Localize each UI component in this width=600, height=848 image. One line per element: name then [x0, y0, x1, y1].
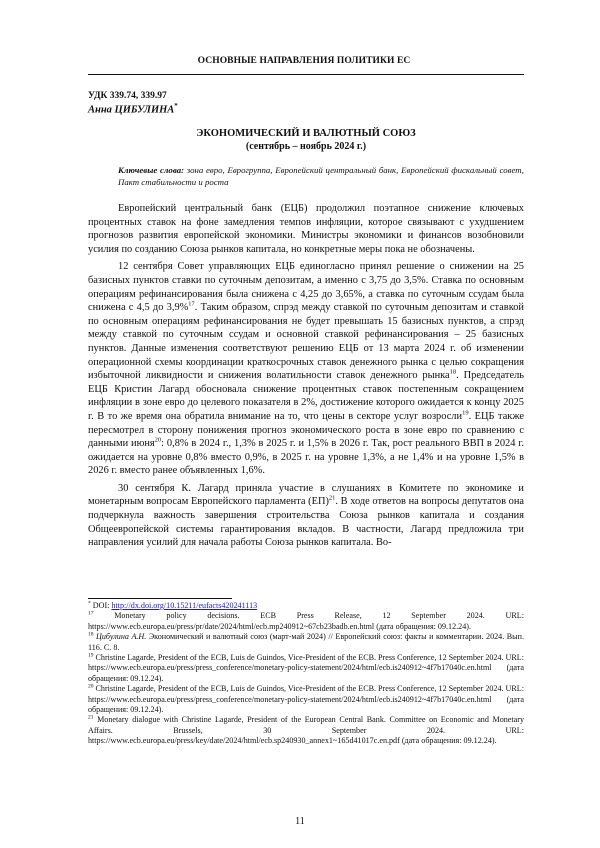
footnote-text: Christine Lagarde, President of the ECB, Luis de Guindos, Vice-President of the ECB. Press Conference, 12 September 2024. URL: https://www.ecb.europa.eu/press/press_conference/monetary-policy-statement/2024/html/ecb.is240912~4f7b17040c.en.html (дата обращения: 09.12.24).: [88, 684, 524, 715]
footnote-item: [88, 632, 524, 653]
keywords: [118, 164, 524, 188]
paragraph: [88, 202, 524, 256]
footnote-text: Monetary dialogue with Christine Lagarde, President of the European Central Bank. Committee on Economic and Monetary Affairs. Brussels, 30 September 2024. URL: https://www.ecb.europa.eu/press/key/date/2024/html/ecb.sp240930_annex1~165d41017c.en.pdf (дата обращения: 09.12.24).: [88, 715, 524, 746]
footnote-ref[interactable]: 19: [462, 409, 469, 417]
footnote-number: 17: [88, 610, 94, 617]
footnote-number: 19: [88, 652, 94, 659]
footnote-number: 21: [88, 714, 94, 721]
footnote-ref[interactable]: 18: [449, 368, 457, 376]
footnote-number: 18: [88, 631, 94, 638]
footnote-text: Christine Lagarde, President of the ECB, Luis de Guindos, Vice-President of the ECB. Press Conference, 12 September 2024. URL: https://www.ecb.europa.eu/press/press_conference/monetary-policy-statement/2024/html/ecb.is240912~4f7b17040c.en.html (дата обращения: 09.12.24).: [88, 653, 524, 683]
running-head: ОСНОВНЫЕ НАПРАВЛЕНИЯ ПОЛИТИКИ ЕС: [197, 56, 411, 66]
paragraph: [88, 260, 524, 478]
footnote-item: [88, 653, 524, 684]
footnote-ref[interactable]: 21: [328, 495, 336, 502]
paragraph-text: . В ходе ответов на вопросы депутатов она подчеркнула важность завершения строительства Союза рынков капитала и создания Общеевропейской системы гарантирования вкладов. В частности, Лагард предложила три направления усилий для начала работы Союза рынков капитала. Во-: [88, 496, 524, 549]
footnote-text: Экономический и валютный союз (март-май 2024) // Европейский союз: факты и комментарии. 2024. Вып. 116. С. 8.: [88, 632, 524, 652]
article-subtitle: (сентябрь – ноябрь 2024 г.): [245, 141, 367, 152]
paragraph: [88, 482, 524, 550]
footnote-doi: [88, 601, 524, 611]
keywords-text: зона евро, Еврогруппа, Европейский центральный банк, Европейский фискальный совет, Пакт стабильности и роста: [118, 165, 525, 187]
paragraph-text: 30 сентября К. Лагард приняла участие в слушаниях в Комитете по экономике и монетарным вопросам Европейского парламента (ЕП): [88, 482, 524, 508]
paragraph-text: 12 сентября Совет управляющих ЕЦБ единогласно принял решение о снижении на 25 базисных пунктов ставки по суточным депозитам, а именно с 3,75 до 3,5%. Ставка по основным операциям рефинансирования была снижена с 4,25 до 3,65%, а ставка по суточным ссудам была снижена с 4,5 до 3,9%: [88, 261, 524, 314]
author-name-text: Анна ЦИБУЛИНА: [88, 104, 175, 116]
udc-code: УДК 339.74, 339.97: [88, 91, 167, 101]
paragraph-text: . Председатель ЕЦБ Кристин Лагард обосновала снижение процентных ставок постепенным сокращением инфляции в зоне евро до целевого показателя в 2%, достижение которого ожидается к концу 2025 г. В то же время она обратила внимание на то, что цены в секторе услуг возросли: [88, 370, 525, 422]
footnote-separator: [88, 598, 232, 599]
article-body: [88, 202, 524, 554]
footnote-item: [88, 611, 524, 632]
footnote-mark: *: [88, 600, 91, 607]
footnote-item: [88, 684, 524, 715]
footnote-author: Цибулина А.Н.: [93, 632, 147, 642]
paragraph-text: . ЕЦБ также пересмотрел в сторону понижения прогноз экономического роста в зоне евро по сравнению с данными июня: [88, 410, 525, 450]
footnote-ref[interactable]: 17: [188, 300, 195, 308]
article-title: ЭКОНОМИЧЕСКИЙ И ВАЛЮТНЫЙ СОЮЗ: [196, 128, 416, 139]
doi-link[interactable]: http://dx.doi.org/10.15211/eufacts420241113: [111, 601, 258, 610]
keywords-label: Ключевые слова:: [118, 165, 185, 175]
paragraph-text: Европейский центральный банк (ЕЦБ) продолжил поэтапное снижение ключевых процентных ставок на фоне замедления темпов инфляции, которое связывают с ухудшением прогнозов развития европейской экономики. Министры экономики и финансов возобновили усилия по созданию Союза рынков капитала, но конкретные меры пока не обозначены.: [88, 203, 524, 255]
paragraph-text: . Таким образом, спрэд между ставкой по суточным депозитам и ставкой по основным операциям рефинансирования не будет превышать 15 базисных пунктов, а спрэд между ставкой по суточным ссудам и основной ставкой рефинансирования – 25 базисных пунктов. Данные изменения соответствуют решению ЕЦБ от 13 марта 2024 г. об изменении операционной схемы координации краткосрочных ставок денежного рынка с целью сокращения избыточной ликвидности и снижения волатильности ставок денежного рынка: [88, 302, 524, 382]
header-rule: [88, 74, 524, 75]
author-footnote-mark: *: [174, 102, 178, 110]
footnote-text: Monetary policy decisions. ECB Press Release, 12 September 2024. URL: https://www.ecb.europa.eu/press/pr/date/2024/html/ecb.mp240912~67cb23badb.en.html (дата обращения: 09.12.24).: [88, 611, 524, 631]
footnote-ref[interactable]: 20: [154, 436, 162, 444]
author-name: [88, 102, 178, 116]
footnote-item: [88, 715, 524, 746]
footnotes: [88, 601, 524, 747]
page-number: 11: [295, 816, 305, 827]
doi-label: DOI:: [90, 601, 112, 610]
footnote-number: 20: [88, 683, 94, 690]
paragraph-text: : 0,8% в 2024 г., 1,3% в 2025 г. и 1,5% в 2026 г. Так, рост реального ВВП в 2024 г. ожидается на уровне 0,8% вместо 0,9%, в 2025 г. на уровне 1,3%, а не 1,4% и на уровне 1,5% в 2026 г. вместо ранее объявленных 1,6%.: [88, 438, 524, 477]
